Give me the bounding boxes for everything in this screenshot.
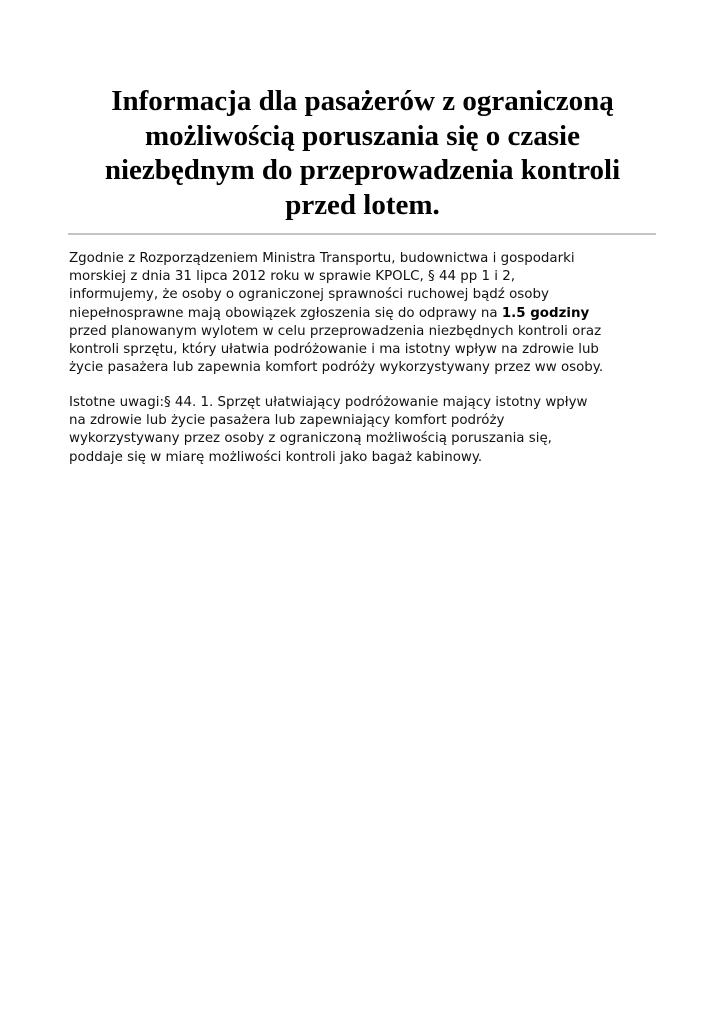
- paragraph-line: wykorzystywany przez osoby z ograniczoną możliwością poruszania się,: [69, 431, 552, 447]
- document-title: [70, 84, 655, 222]
- title-line: niezbędnym do przeprowadzenia kontroli: [104, 154, 621, 186]
- paragraph-text: niepełnosprawne mają obowiązek zgłoszenia się do odprawy na: [69, 305, 502, 321]
- paragraph-line: życie pasażera lub zapewnia komfort podróży wykorzystywany przez ww osoby.: [69, 360, 604, 376]
- paragraph-line: kontroli sprzętu, który ułatwia podróżowanie i ma istotny wpływ na zdrowie lub: [69, 342, 599, 358]
- title-divider: [68, 233, 656, 235]
- notes-paragraph: [69, 394, 669, 467]
- paragraph-line: poddaje się w miarę możliwości kontroli jako bagaż kabinowy.: [69, 449, 483, 465]
- title-line: możliwością poruszania się o czasie: [145, 119, 580, 152]
- paragraph-line: Istotne uwagi:§ 44. 1. Sprzęt ułatwiający podróżowanie mający istotny wpływ: [69, 395, 588, 410]
- paragraph-line: przed planowanym wylotem w celu przeprowadzenia niezbędnych kontroli oraz: [69, 323, 602, 339]
- paragraph-line: [69, 305, 669, 323]
- title-line: Informacja dla pasażerów z ograniczoną: [111, 85, 614, 117]
- paragraph-line: Zgodnie z Rozporządzeniem Ministra Transportu, budownictwa i gospodarki: [69, 251, 575, 266]
- title-line: przed lotem.: [285, 188, 440, 221]
- paragraph-line: morskiej z dnia 31 lipca 2012 roku w sprawie KPOLC, § 44 pp 1 i 2,: [69, 269, 516, 285]
- paragraph-line: na zdrowie lub życie pasażera lub zapewniający komfort podróży: [69, 413, 505, 429]
- checkin-time-highlight: 1.5 godziny: [501, 305, 590, 321]
- regulation-paragraph: [69, 250, 669, 377]
- paragraph-line: informujemy, że osoby o ograniczonej sprawności ruchowej bądź osoby: [69, 287, 549, 303]
